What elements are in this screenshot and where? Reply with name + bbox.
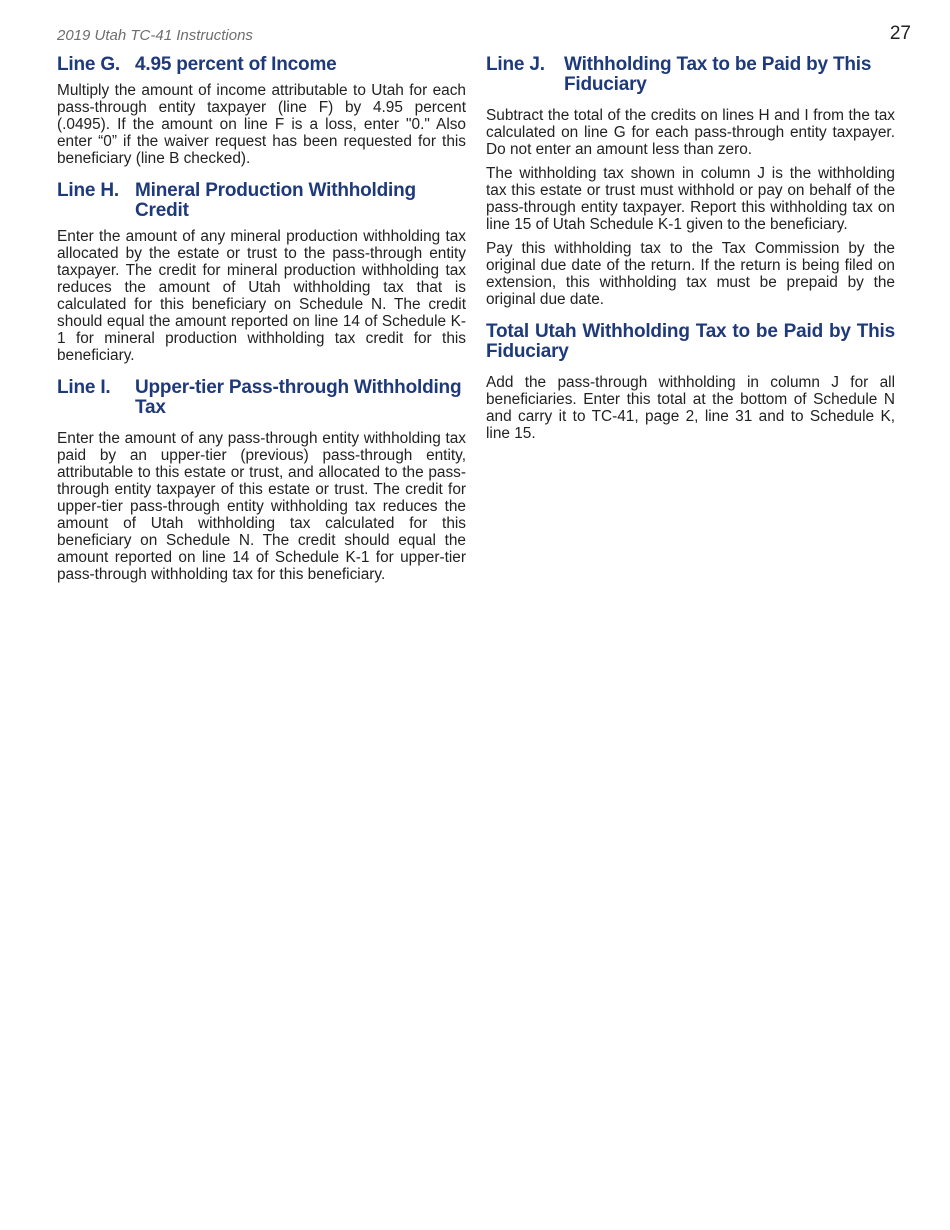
- left-column: [57, 55, 466, 597]
- line-j-label: Line J.: [486, 54, 545, 75]
- line-i-heading: [57, 378, 466, 418]
- right-column: [486, 55, 895, 456]
- line-j-paragraph-2: The withholding tax shown in column J is the withholding tax this estate or trust must withhold or pay on behalf of the pass-through entity taxpayer. Report this withholding tax on line 15 of Utah Schedule K-1 given to the beneficiary.: [486, 165, 895, 233]
- total-paragraph: Add the pass-through withholding in column J for all beneficiaries. Enter this total at the bottom of Schedule N and carry it to TC-41, page 2, line 31 and to Schedule K, line 15.: [486, 374, 895, 442]
- line-g-title: 4.95 percent of Income: [135, 54, 337, 75]
- section-line-g: [57, 55, 466, 167]
- line-h-label: Line H.: [57, 180, 119, 201]
- line-g-heading: [57, 55, 466, 75]
- line-h-heading: [57, 181, 466, 221]
- line-j-paragraph-1: Subtract the total of the credits on lines H and I from the tax calculated on line G for each pass-through entity taxpayer. Do not enter an amount less than zero.: [486, 107, 895, 158]
- line-i-paragraph: Enter the amount of any pass-through entity withholding tax paid by an upper-tier (previous) pass-through entity, attributable to this estate or trust, and allocated to the pass-through entity taxpayer of this estate or trust. The credit for upper-tier pass-through entity withholding tax reduces the amount of Utah withholding tax calculated for this beneficiary on Schedule N. The credit should equal the amount reported on line 14 of Schedule K-1 for upper-tier pass-through withholding tax for this beneficiary.: [57, 430, 466, 583]
- line-g-label: Line G.: [57, 54, 120, 75]
- section-total: [486, 322, 895, 442]
- section-line-h: [57, 181, 466, 364]
- line-j-paragraph-3: Pay this withholding tax to the Tax Commission by the original due date of the return. If the return is being filed on extension, this withholding tax must be prepaid by the original due date.: [486, 240, 895, 308]
- total-heading: Total Utah Withholding Tax to be Paid by This Fiduciary: [486, 321, 895, 362]
- line-h-title: Mineral Production Withholding Credit: [135, 180, 416, 221]
- line-j-heading: [486, 55, 895, 95]
- line-g-paragraph: Multiply the amount of income attributable to Utah for each pass-through entity taxpayer (line F) by 4.95 percent (.0495). If the amount on line F is a loss, enter "0." Also enter “0” if the waiver request has been requested for this beneficiary (line B checked).: [57, 82, 466, 167]
- line-j-title: Withholding Tax to be Paid by This Fiduciary: [564, 54, 872, 95]
- running-head: 2019 Utah TC-41 Instructions: [57, 27, 253, 44]
- page-number: 27: [889, 23, 911, 44]
- line-i-label: Line I.: [57, 377, 111, 398]
- section-line-j: [486, 55, 895, 308]
- line-i-title: Upper-tier Pass-through Withholding Tax: [135, 377, 462, 418]
- section-line-i: [57, 378, 466, 583]
- line-h-paragraph: Enter the amount of any mineral production withholding tax allocated by the estate or trust to the pass-through entity taxpayer. The credit for mineral production withholding tax reduces the amount of Utah withholding tax that is calculated for this beneficiary on Schedule N. The credit should equal the amount reported on line 14 of Schedule K-1 for mineral production withholding tax credit for this beneficiary.: [57, 228, 466, 364]
